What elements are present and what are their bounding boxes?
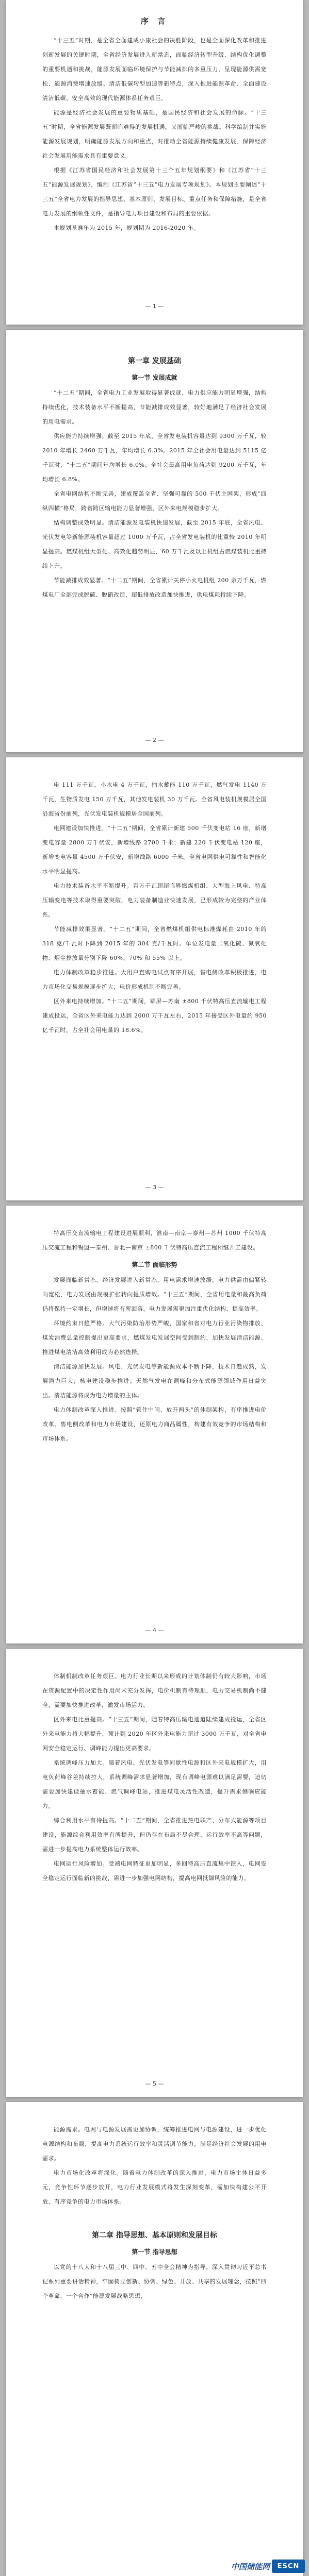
paragraph: 能源需求。电网与电源发展需更加协调，统筹推进电网与电源建设，进一步优化电源结构和布局，提高电力系统运行效率和灵活调节能力，满足经济社会发展的用电需求。 — [42, 2126, 267, 2162]
section-title: 第一节 发展成就 — [132, 374, 177, 381]
paragraph: 本规划基准年为 2015 年，规划期为 2016-2020 年。 — [54, 225, 200, 231]
chapter-title: 第二章 指导思想、基本原则和发展目标 — [92, 2231, 217, 2240]
paragraph: 供应能力持续增强。截至 2015 年底，全省发电装机容量达到 9300 万千瓦，较 2010 年增长 2460 万千瓦，年均增长 6.3%。2015 年全社会用电量达到 5115 亿千瓦时，“十二五”期间年均增长 6.0%；全社会最高用电负荷达到 9200 万千瓦，年均增长 6.8%。 — [42, 433, 267, 483]
paragraph: 区外来电持续增加。“十二五”期间，锦屏—苏南 ±800 千伏特高压直流输电工程建成投运，全省区外来电能力达到 2000 万千瓦左右，2015 年接受区外电量约 950 亿千瓦时，占全社会用电量的 18.6%。 — [42, 998, 267, 1033]
paragraph: 综合利用水平有待提高。“十二五”期间，全省推进热电联产、分布式能源等项目建设，能源综合利用效率有所提升，但仍存在布局不尽合理、运行效率不高等问题，需进一步提高电力系统整体运行效率。 — [42, 1817, 267, 1853]
document-page-2 — [6, 330, 303, 752]
document-page-1 — [6, 0, 303, 325]
document-page-4 — [6, 1206, 303, 1643]
paragraph: 电力体制改革稳步推进。大用户直购电试点有序开展，售电侧改革积极推进，电力市场化交易规模逐步扩大，电价形成机制不断完善。 — [42, 969, 267, 990]
paragraph: 结构调整成效明显。清洁能源发电装机快速发展，截至 2015 年底，全省风电、光伏发电等新能源装机容量超过 1000 万千瓦，占全省发电装机的比重较 2010 年明显提高。燃煤机组大型化、高效化趋势明显，60 万千瓦及以上机组占燃煤装机比重持续上升。 — [42, 519, 267, 569]
page-number: — 3 — — [145, 1184, 164, 1191]
paragraph: 根据《江苏省国民经济和社会发展第十三个五年规划纲要》和《江苏省“十三五”能源发展规划》，编制《江苏省“十三五”电力发展专项规划》。本规划主要阐述“十三五”全省电力发展的指导思想、基本原则、发展目标、重点任务和保障措施，是全省电力发展的纲领性文件，是指导电力项目建设和布局的重要依据。 — [42, 167, 267, 217]
paragraph: 系统调峰压力加大。随着风电、光伏发电等间歇性电源和区外来电规模扩大，用电负荷峰谷差持续拉大，系统调峰需求显著增加，现有调峰电源难以满足需要，迫切需要加快建设抽水蓄能、燃气调峰电站，推进煤电灵活性改造，提升需求侧响应能力。 — [42, 1759, 267, 1809]
paragraph: “十三五”时期，是全省全面建成小康社会的决胜阶段，也是全面深化改革和推进创新发展的关键时期，全省经济发展进入新常态，面临经济转型升级、结构优化调整的重要机遇和挑战，能源发展面临环境保护与节能减排的多重压力，呈现能源供需宽松、能源消费增速放缓、清洁低碳转型加速等新特点，深入推进能源革命、全面建设清洁低碳、安全高效的现代能源体系任务艰巨。 — [42, 37, 267, 101]
paragraph: 电力技术装备水平不断提升。百万千瓦超超临界燃煤机组、大型海上风电、特高压输变电等技术取得重要突破，电力装备制造业快速发展，已形成较为完整的产业体系。 — [42, 883, 267, 918]
document-page-3 — [6, 757, 303, 1200]
paragraph: 电网建设加快推进。“十二五”期间，全省累计新建 500 千伏变电站 16 座，新增变电容量 2800 万千伏安，新增线路 2700 千米；新建 220 千伏变电站 120 座，新增变电容量 4500 万千伏安，新增线路 6000 千米。全省电网供电可靠性和智能化水平明显提高。 — [42, 825, 267, 875]
paragraph: 体制机制改革任务艰巨。电力行业长期以来形成的计划体制仍有较大影响，市场在资源配置中的决定性作用尚未充分发挥，电价机制有待理顺，电力交易机制尚不健全，需要加快推进改革，激发市场活力。 — [42, 1673, 267, 1708]
chapter-title: 第一章 发展基础 — [128, 357, 181, 365]
paragraph: 全省电网结构不断完善，建成覆盖全省、坚强可靠的 500 千伏主网架，形成“四纵四横”格局，跨省跨区输电能力显著增强，区外来电规模稳步扩大。 — [42, 490, 267, 512]
paragraph: 区外来电比重提高。“十三五”期间，随着特高压输电通道陆续建成投运，全省区外来电能力将大幅提升，预计到 2020 年区外来电能力超过 3000 万千瓦，对全省电网安全稳定运行、调峰能力提出更高要求。 — [42, 1716, 267, 1752]
site-watermark — [231, 2560, 305, 2573]
paragraph: 节能减排效果显著。“十二五”期间，全省燃煤机组供电标准煤耗由 2010 年的 318 克/千瓦时下降到 2015 年的 304 克/千瓦时。单位发电量二氧化硫、氮氧化物、烟尘排放量分别下降 60%、70% 和 55% 以上。 — [42, 926, 267, 961]
page-number: — 2 — — [145, 737, 164, 743]
paragraph: 特高压交直流输电工程建设进展顺利，淮南—南京—泰州—苏州 1000 千伏特高压交流工程和锡盟—泰州、晋北—南京 ±800 千伏特高压直流工程相继开工建设。 — [42, 1230, 267, 1251]
escn-logo: ESCN — [272, 2560, 305, 2573]
paragraph: 发展面临新常态。经济发展进入新常态，用电需求增速放缓，电力供需由偏紧转向宽松，电力发展由规模扩张转向提质增效。“十三五”期间，全省用电量和最高负荷仍将保持一定增长，但增速将有所回落，电力发展需更加注重优化结构、提高效率。 — [42, 1277, 267, 1312]
document-page-5 — [6, 1649, 303, 2097]
paragraph: 以党的十八大和十八届三中、四中、五中全会精神为指导，深入贯彻习近平总书记系列重要讲话精神，牢固树立创新、协调、绿色、开放、共享的发展理念，按照“四个革命、一个合作”能源发展战略思想， — [42, 2264, 267, 2299]
paragraph: 电力体制改革深入推进。按照“管住中间、放开两头”的体制架构，有序推进电价改革、售电侧改革和电力市场建设，还原电力商品属性，构建有效竞争的市场结构和市场体系。 — [42, 1406, 267, 1442]
section-title: 第一节 指导思想 — [132, 2248, 177, 2256]
paragraph: 电力市场化改革将深化。随着电力体制改革的深入推进，电力市场主体日益多元，竞争性环节逐步放开，电力行业发展模式将发生深刻变革，需加快构建公平开放、有序竞争的电力市场体系。 — [42, 2170, 267, 2205]
page-number: — 1 — — [145, 303, 164, 310]
paragraph: 节能减排成效显著。“十二五”期间，全省累计关停小火电机组 200 余万千瓦，燃煤电厂全部完成脱硫、脱硝改造，超低排放改造加快推进，供电煤耗持续下降。 — [42, 577, 267, 598]
document-page-6 — [6, 2102, 303, 2576]
page-number: — 5 — — [145, 2080, 164, 2087]
paragraph: “十二五”期间，全省电力工业发展取得显著成就，电力供应能力明显增强，结构持续优化，技术装备水平不断提高，节能减排成效显著，较好地满足了经济社会发展的用电需求。 — [42, 389, 267, 425]
watermark-text: 中国储能网 — [231, 2562, 270, 2571]
page-number: — 4 — — [145, 1627, 164, 1634]
paragraph: 电网运行风险增加。受端电网特征更加明显，多回特高压直流集中馈入，电网安全稳定运行面临新的挑战，需进一步加强电网结构，提高电网抵御风险的能力。 — [42, 1860, 267, 1882]
paragraph: 电 111 万千瓦，小水电 4 万千瓦，抽水蓄能 110 万千瓦，燃气发电 1140 万千瓦，生物质发电 150 万千瓦，其他发电装机 30 万千瓦。全省风电装机规模居全国沿海省份前列，光伏发电装机规模居全国前列。 — [42, 782, 267, 817]
preface-title: 序 言 — [140, 16, 169, 26]
paragraph: 清洁能源加快发展。风电、光伏发电等新能源成本不断下降，技术日趋成熟，发展潜力巨大；核电建设稳步推进；天然气发电在调峰和分布式能源领域作用日益突出。清洁能源将成为电力增量的主体。 — [42, 1363, 267, 1399]
section-title: 第二节 面临形势 — [132, 1261, 177, 1268]
paragraph: 环境约束日趋严格。大气污染防治形势严峻，国家和省对电力行业污染物排放、煤炭消费总量控制提出更高要求，燃煤发电发展空间受到制约，加快发展清洁能源、推进煤电清洁高效利用成为必然选择。 — [42, 1320, 267, 1355]
paragraph: 能源是经济社会发展的重要物质基础，是国民经济和社会发展的命脉。“十三五”时期，全省能源发展既面临难得的发展机遇，又面临严峻的挑战。科学编制并实施能源发展规划，明确能源发展方向和重点，对推动全省能源持续健康发展、保障经济社会发展用能需求具有重要意义。 — [42, 109, 267, 159]
